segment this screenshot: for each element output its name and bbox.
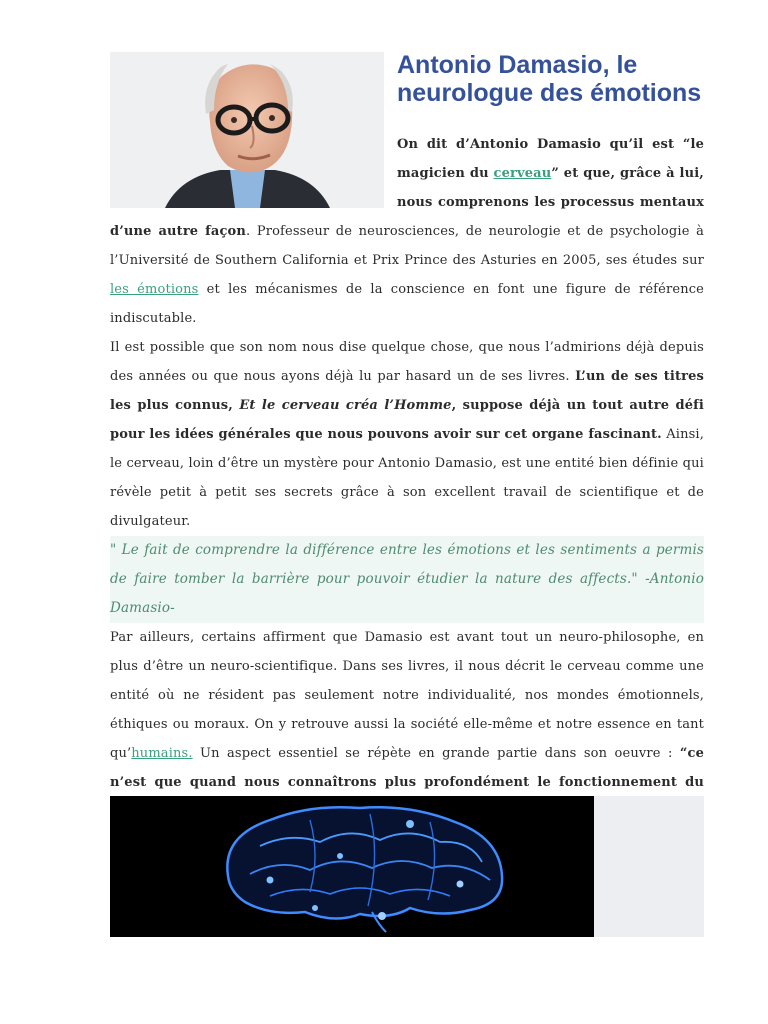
pull-quote: " Le fait de comprendre la différence entre les émotions et les sentiments a permis de faire tomber la barrière pour pouvoir étudier la nature des affects." -Antonio Damasio- [110, 536, 704, 623]
p2-bold-start: L’un de ses titres les plus connus, [110, 369, 705, 413]
link-humains[interactable]: humains. [131, 746, 193, 761]
brain-illustration [110, 796, 594, 937]
p3-text: Par ailleurs, certains affirment que Damasio est avant tout un neuro-philosophe, en plus d’être un neuro-scientifique. Dans ses livres, il nous décrit le cerveau comme une entité où ne résident pas seulement notre individualité, nos mondes émotionnels, éthiques ou moraux. On y retrouve aussi la société elle-même et notre essence en tant qu’ [110, 630, 704, 761]
article-body [110, 130, 704, 826]
p2-text-end: Ainsi, le cerveau, loin d’être un mystère pour Antonio Damasio, est une entité bien définie qui révèle petit à petit ses secrets grâce à son excellent travail de scientifique et de divulgateur. [110, 427, 705, 529]
link-les-emotions[interactable]: les émotions [110, 282, 199, 297]
article-title: Antonio Damasio, le neurologue des émotions [397, 51, 702, 107]
p2-bold-end: , suppose déjà un tout autre défi pour les idées générales que nous pouvons avoir sur cet organe fascinant. [110, 398, 704, 442]
p2-text: Il est possible que son nom nous dise quelque chose, que nous l’admirions déjà depuis des années ou que nous ayons déjà lu par hasard un de ses livres. [110, 340, 704, 384]
paragraph-second [110, 333, 704, 536]
intro-text-end: et les mécanismes de la conscience en font une figure de référence indiscutable. [110, 282, 704, 326]
intro-text-plain: . Professeur de neurosciences, de neurologie et de psychologie à l’Université de Southern California et Prix Prince des Asturies en 2005, ses études sur [110, 224, 704, 268]
photo-wrap-spacer [110, 130, 397, 217]
p3-bold-quote: “ce n’est que quand nous connaîtrons plus profondément le fonctionnement du [110, 746, 704, 790]
intro-text-bold: ” et que, grâce à lui, nous comprenons les processus mentaux d’une autre façon [110, 166, 704, 239]
link-cerveau[interactable]: cerveau [493, 166, 552, 181]
book-title: Et le cerveau créa l’Homme [239, 398, 452, 413]
image-margin-block [594, 796, 704, 937]
p3-text-mid: Un aspect essentiel se répète en grande partie dans son oeuvre : [192, 746, 680, 761]
intro-text: On dit d’Antonio Damasio qu’il est “le magicien du [397, 137, 704, 181]
